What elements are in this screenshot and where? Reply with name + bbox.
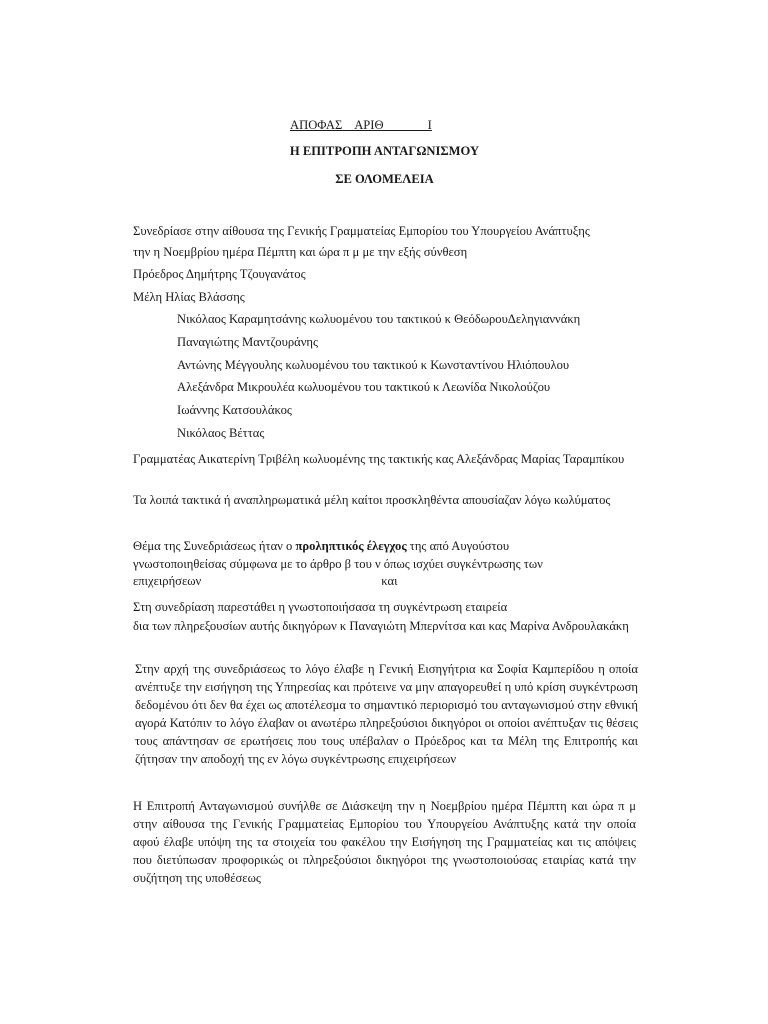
subject-line-2: γνωστοποιηθείσας σύμφωνα με το άρθρο β του ν όπως ισχύει συγκέντρωσης των (133, 557, 543, 571)
attendance-line-2: δια των πληρεξουσίων αυτής δικηγόρων κ Παναγιώτη Μπερνίτσα και κας Μαρίνα Ανδρουλακάκη (133, 619, 629, 633)
subject-bold-term: προληπτικός έλεγχος (295, 539, 407, 553)
absent-paragraph: Τα λοιπά τακτικά ή αναπληρωματικά μέλη καίτοι προσκληθέντα απουσίαζαν λόγω κωλύματος (133, 493, 611, 507)
member-item: Παναγιώτης Μαντζουράνης (177, 335, 318, 349)
plenary-heading: ΣΕ ΟΛΟΜΕΛΕΙΑ (335, 172, 434, 186)
member-item: Νικόλαος Καραμητσάνης κωλυομένου του τακτικού κ ΘεόδωρουΔεληγιαννάκη (177, 312, 581, 326)
subject-l3-b: και (381, 574, 398, 588)
members-label-line: Μέλη Ηλίας Βλάσσης (133, 290, 245, 304)
session-line-2: την η Νοεμβρίου ημέρα Πέμπτη και ώρα π μ με την εξής σύνθεση (133, 245, 468, 259)
decision-number-line: ΑΠΟΦΑΣ ΑΡΙΘ Ι (290, 118, 432, 132)
member-item: Νικόλαος Βέττας (177, 426, 265, 440)
subject-text-post: της από Αυγούστου (406, 539, 510, 553)
member-item: Αντώνης Μέγγουλης κωλυομένου του τακτικού κ Κωνσταντίνου Ηλιόπουλου (177, 358, 570, 372)
session-line-1: Συνεδρίασε στην αίθουσα της Γενικής Γραμματείας Εμπορίου του Υπουργείου Ανάπτυξης (133, 224, 590, 238)
subject-text-pre: Θέμα της Συνεδριάσεως ήταν ο (133, 539, 296, 553)
member-item: Αλεξάνδρα Μικρουλέα κωλυομένου του τακτικού κ Λεωνίδα Νικολούζου (177, 380, 551, 394)
committee-heading: Η ΕΠΙΤΡΟΠΗ ΑΝΤΑΓΩΝΙΣΜΟΥ (289, 144, 480, 158)
secretary-paragraph: Γραμματέας Αικατερίνη Τριβέλη κωλυομένης της τακτικής κας Αλεξάνδρας Μαρίας Ταραμπίκου (133, 452, 625, 466)
opening-paragraph: Στην αρχή της συνεδριάσεως το λόγο έλαβε η Γενική Εισηγήτρια κα Σοφία Καμπερίδου η οποία ανέπτυξε την εισήγηση της Υπηρεσίας και πρότεινε να μην απαγορευθεί η υπό κρίση συγκέντρωση δεδομένου ότι δεν θα έχει ως αποτέλεσμα το σημαντικό περιορισμό του ανταγωνισμού στην εθνική αγορά Κατόπιν το λόγο έλαβαν οι ανωτέρω πληρεξούσιοι δικηγόροι οι οποίοι ανέπτυξαν τις θέσεις τους απάντησαν σε ερωτήσεις που τους υπέβαλαν ο Πρόεδρος και τα Μέλη της Επιτροπής και ζήτησαν την αποδοχή της εν λόγω συγκέντρωσης επιχειρήσεων (135, 662, 638, 766)
subject-line-3 (133, 572, 636, 590)
subject-line-1 (133, 537, 636, 555)
president-line: Πρόεδρος Δημήτρης Τζουγανάτος (133, 267, 306, 281)
attendance-line-1: Στη συνεδρίαση παρεστάθει η γνωστοποιήσασα τη συγκέντρωση εταιρεία (133, 600, 508, 614)
deliberation-paragraph: Η Επιτροπή Ανταγωνισμού συνήλθε σε Διάσκεψη την η Νοεμβρίου ημέρα Πέμπτη και ώρα π μ στην αίθουσα της Γενικής Γραμματείας Εμπορίου του Υπουργείου Ανάπτυξης κατά την οποία αφού έλαβε υπόψη της τα στοιχεία του φακέλου την Εισήγηση της Γραμματείας και τις απόψεις που διετύπωσαν προφορικώς οι πληρεξούσιοι δικηγόροι της γνωστοποιούσας εταιρίας κατά την συζήτηση της υποθέσεως (133, 799, 636, 885)
subject-l3-a: επιχειρήσεων (133, 574, 202, 588)
member-item: Ιωάννης Κατσουλάκος (177, 403, 292, 417)
